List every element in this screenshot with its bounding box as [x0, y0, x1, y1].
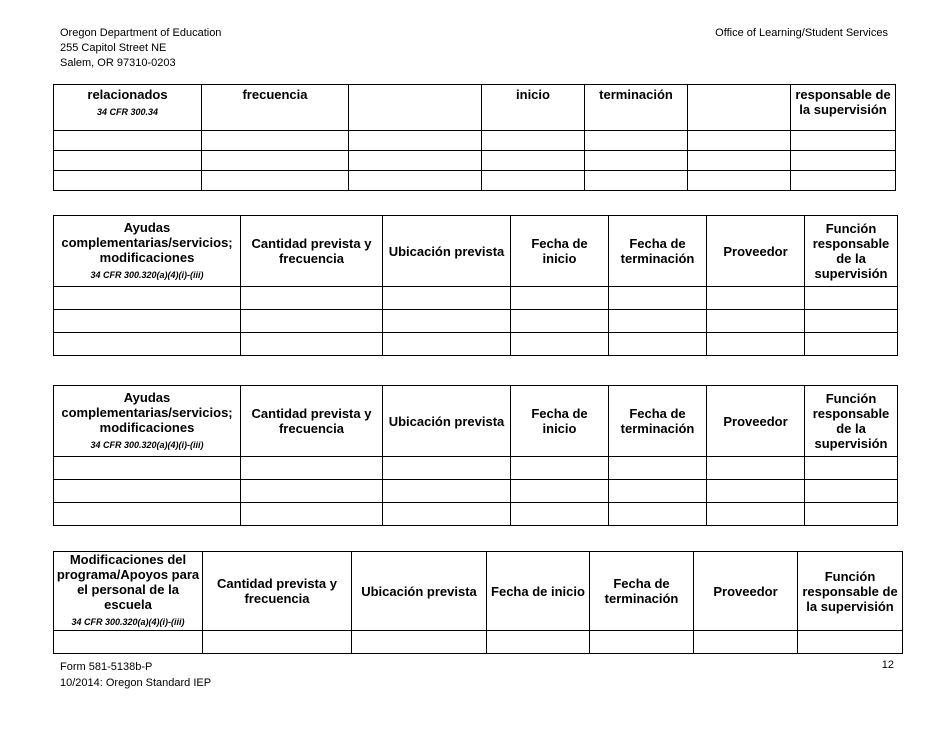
header-cell-start: Fecha de inicio	[487, 552, 590, 631]
header-cell-supervisor: Función responsable de la supervisión	[798, 552, 903, 631]
header-cell-start: Fecha de inicio	[511, 216, 609, 287]
header-address	[60, 26, 221, 71]
form-footer	[60, 659, 211, 691]
page-number: 12	[881, 659, 894, 671]
office-name: Office of Learning/Student Services	[715, 27, 888, 39]
table-header-row	[54, 552, 903, 631]
header-cell-amount: Cantidad prevista y frecuencia	[241, 386, 383, 457]
header-cell-end: Fecha de terminación	[609, 216, 707, 287]
header-cell-location: Ubicación prevista	[383, 386, 511, 457]
org-city: Salem, OR 97310-0203	[60, 57, 176, 69]
header-cell-supervisor: Función responsable de la supervisión	[805, 216, 898, 287]
header-cell-aids: Ayudas complementarias/servicios; modificaciones 34 CFR 300.320(a)(4)(i)-(iii)	[54, 216, 241, 287]
table-row	[54, 131, 896, 151]
table-row	[54, 480, 898, 503]
header-cell-provider: Proveedor	[707, 216, 805, 287]
table-header-row	[54, 216, 898, 287]
form-number: Form 581-5138b-P	[60, 661, 153, 673]
header-cell-modifications: Modificaciones del programa/Apoyos para el personal de la escuela 34 CFR 300.320(a)(4)(i)-(iii)	[54, 552, 203, 631]
table-row	[54, 310, 898, 333]
program-modifications-table	[53, 551, 903, 654]
header-cell-supervisor: Función responsable de la supervisión	[805, 386, 898, 457]
table-row	[54, 503, 898, 526]
form-version: 10/2014: Oregon Standard IEP	[60, 677, 212, 689]
table-row	[54, 151, 896, 171]
table-row	[54, 171, 896, 191]
header-cell-frequency: frecuencia	[202, 85, 349, 131]
org-name: Oregon Department of Education	[60, 27, 222, 39]
header-cell-blank	[688, 85, 791, 131]
table-row	[54, 457, 898, 480]
supplementary-aids-table	[53, 215, 898, 356]
header-cell-end: Fecha de terminación	[590, 552, 694, 631]
org-street: 255 Capitol Street NE	[60, 42, 167, 54]
table-header-row	[54, 85, 896, 131]
table-row	[54, 631, 903, 654]
header-cell-related: relacionados 34 CFR 300.34	[54, 85, 202, 131]
header-cell-location: Ubicación prevista	[352, 552, 487, 631]
header-cell-provider: Proveedor	[707, 386, 805, 457]
header-cell-start: Fecha de inicio	[511, 386, 609, 457]
header-cell-start: inicio	[482, 85, 585, 131]
header-cell-amount: Cantidad prevista y frecuencia	[203, 552, 352, 631]
table-row	[54, 287, 898, 310]
supplementary-aids-table	[53, 385, 898, 526]
header-cell-end: terminación	[585, 85, 688, 131]
table-header-row	[54, 386, 898, 457]
header-cell-amount: Cantidad prevista y frecuencia	[241, 216, 383, 287]
header-cell-location: Ubicación prevista	[383, 216, 511, 287]
header-cell-end: Fecha de terminación	[609, 386, 707, 457]
related-services-table	[53, 84, 896, 191]
header-cell-aids: Ayudas complementarias/servicios; modificaciones 34 CFR 300.320(a)(4)(i)-(iii)	[54, 386, 241, 457]
header-cell-supervisor: responsable de la supervisión	[791, 85, 896, 131]
header-cell-blank	[349, 85, 482, 131]
header-cell-provider: Proveedor	[694, 552, 798, 631]
table-row	[54, 333, 898, 356]
